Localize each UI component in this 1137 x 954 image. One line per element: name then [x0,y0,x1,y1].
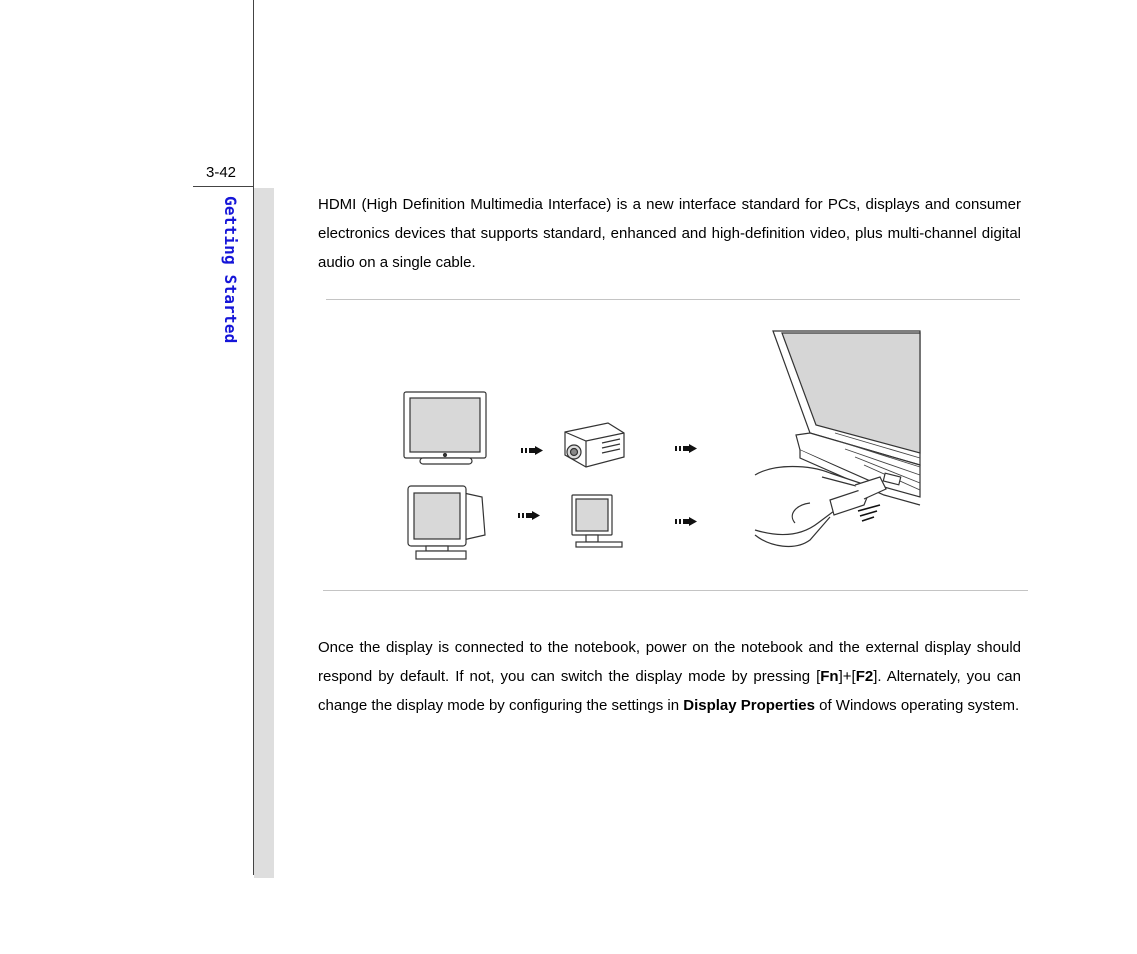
figure-top-rule [326,299,1020,300]
header-horizontal-line [193,186,254,187]
crt-monitor-icon [408,486,485,559]
display-properties-label: Display Properties [683,697,815,714]
instructions-paragraph [318,633,1021,720]
instructions-text: Once the display is connected to the notebook, power on the notebook and the external display should respond by default. If not, you can switch the display mode by pressing [ [318,639,1021,685]
f2-key-label: F2 [855,668,874,685]
fn-key-label: Fn [820,668,839,685]
intro-paragraph: HDMI (High Definition Multimedia Interface) is a new interface standard for PCs, displays and consumer electronics devices that supports standard, enhanced and high-definition video, plus multi-channel digital audio on a single cable. [318,196,1021,271]
instructions-text: ]+[ [838,668,856,685]
projector-icon [565,423,624,467]
page-number: 3-42 [206,164,237,181]
hdmi-connection-illustration [390,325,930,570]
instructions-text: of Windows operating system. [814,697,1020,714]
lcd-tv-icon [404,392,486,464]
instructions-text: ]. Alternately, you can change the display mode by configuring the settings in [318,668,1021,714]
section-title: Getting Started [221,196,240,344]
side-tab-bar [254,188,274,878]
lcd-monitor-icon [572,495,622,547]
figure-bottom-rule [323,590,1028,591]
